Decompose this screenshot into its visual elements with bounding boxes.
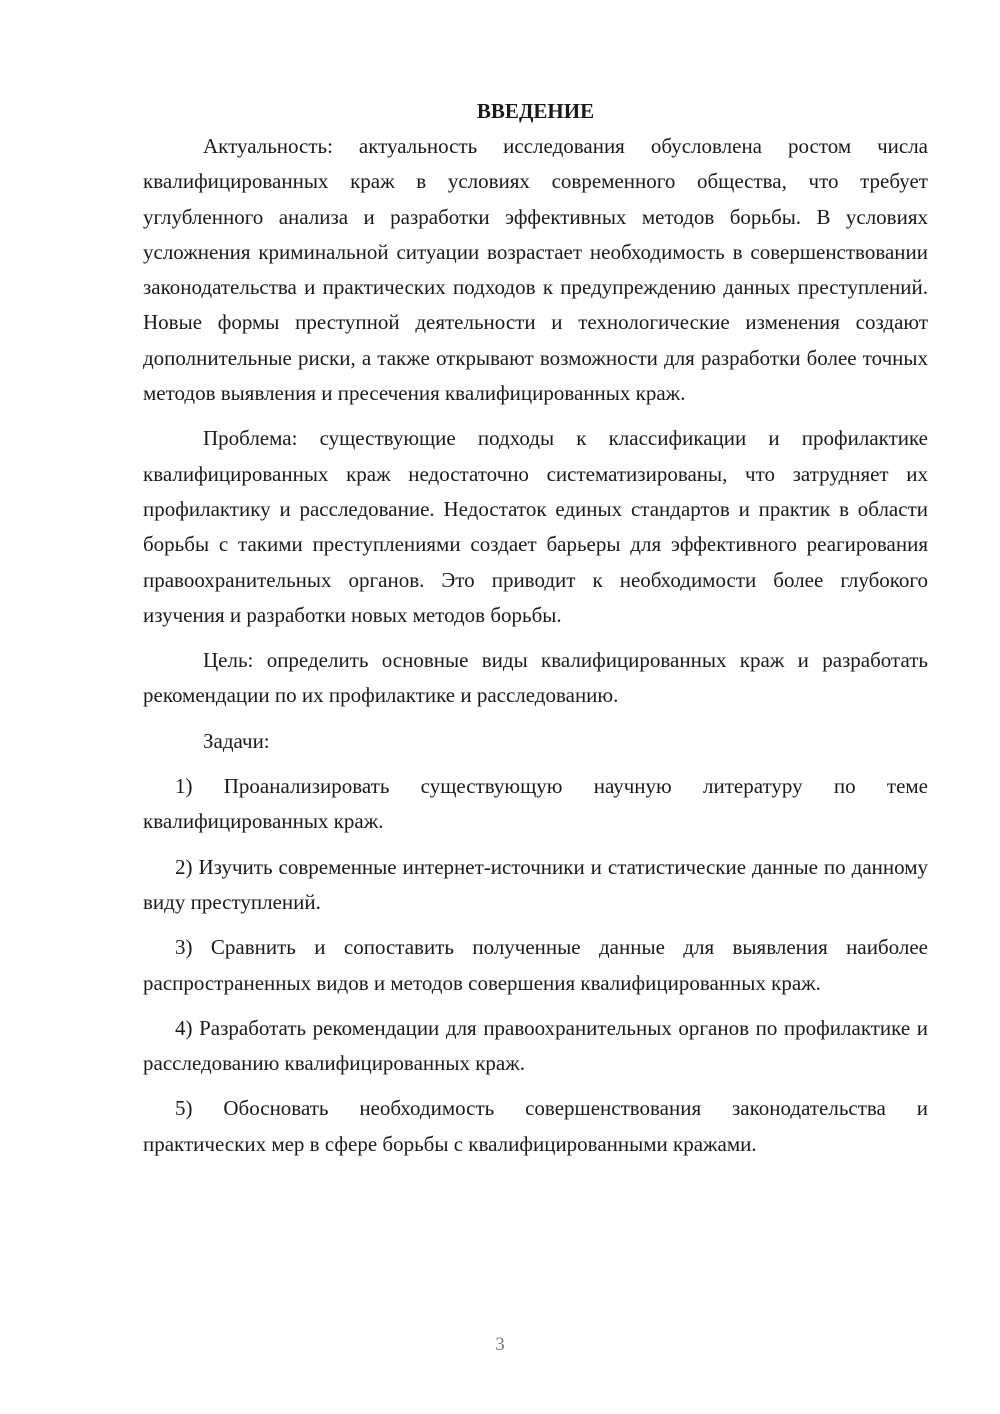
paragraph-relevance: Актуальность: актуальность исследования обусловлена ростом числа квалифицированных краж в условиях современного общества, что требует углубленного анализа и разработки эффективных методов борьбы. В условиях усложнения криминальной ситуации возрастает необходимость в совершенствовании законодательства и практических подходов к предупреждению данных преступлений. Новые формы преступной деятельности и технологические изменения создают дополнительные риски, а также открывают возможности для разработки более точных методов выявления и пресечения квалифицированных краж. xyxy=(143,134,928,406)
document-page xyxy=(143,94,928,1162)
section-title: ВВЕДЕНИЕ xyxy=(476,99,595,123)
task-item-2: 2) Изучить современные интернет-источники и статистические данные по данному виду преступлений. xyxy=(143,854,928,914)
paragraph-problem: Проблема: существующие подходы к классификации и профилактике квалифицированных краж недостаточно систематизированы, что затрудняет их профилактику и расследование. Недостаток единых стандартов и практик в области борьбы с такими преступлениями создает барьеры для эффективного реагирования правоохранительных органов. Это приводит к необходимости более глубокого изучения и разработки новых методов борьбы. xyxy=(143,426,928,627)
page-number: 3 xyxy=(495,1334,505,1355)
task-item-3: 3) Сравнить и сопоставить полученные данные для выявления наиболее распространенных видов и методов совершения квалифицированных краж. xyxy=(143,935,928,995)
task-item-5: 5) Обосновать необходимость совершенствования законодательства и практических мер в сфере борьбы с квалифицированными кражами. xyxy=(143,1096,928,1156)
paragraph-goal: Цель: определить основные виды квалифицированных краж и разработать рекомендации по их профилактике и расследованию. xyxy=(143,648,928,708)
task-item-1: 1) Проанализировать существующую научную литературу по теме квалифицированных краж. xyxy=(143,774,928,834)
paragraph-tasks-heading: Задачи: xyxy=(203,728,270,753)
task-item-4: 4) Разработать рекомендации для правоохранительных органов по профилактике и расследованию квалифицированных краж. xyxy=(143,1015,928,1076)
